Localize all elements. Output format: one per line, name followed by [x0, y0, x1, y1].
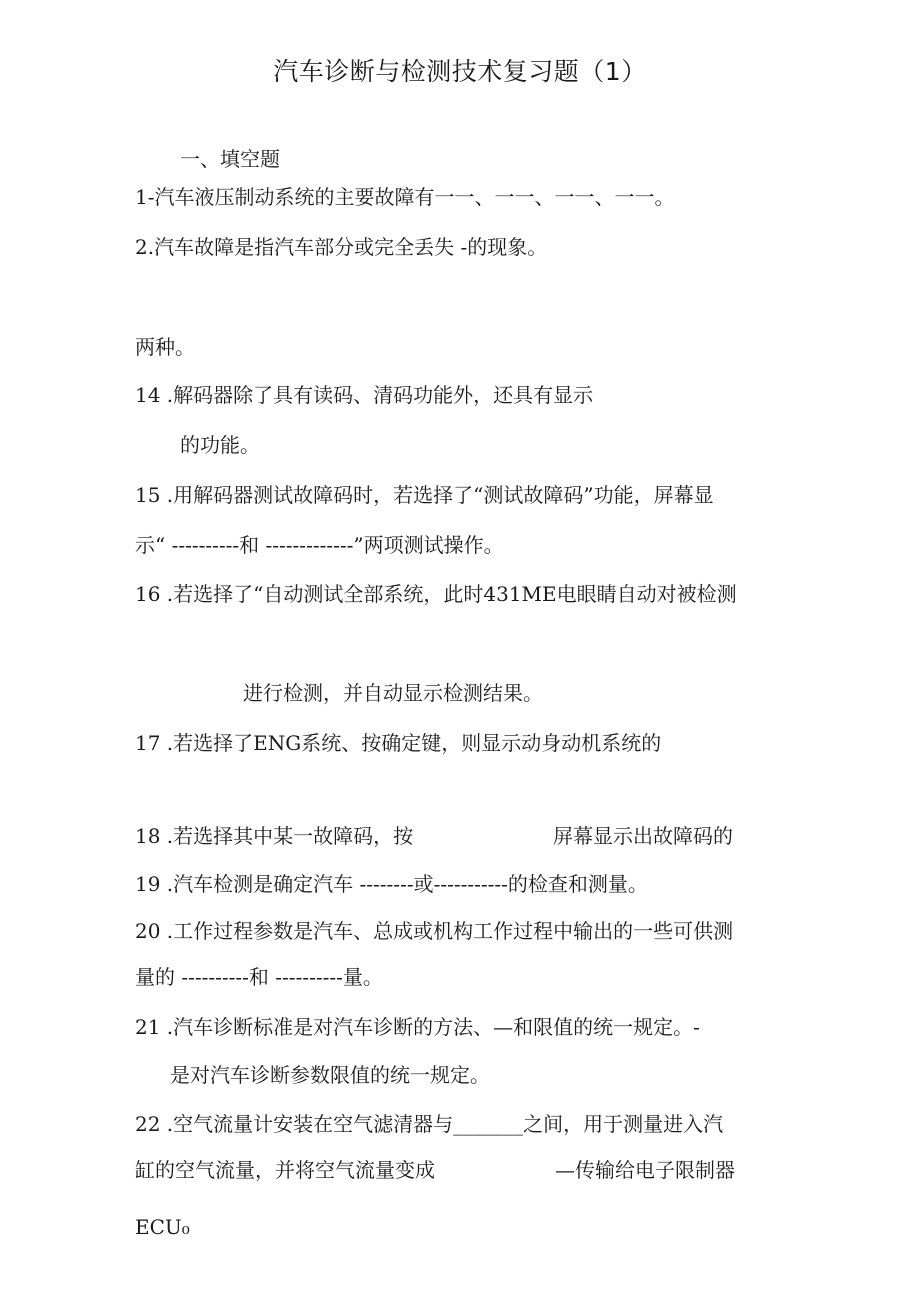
question-line: 的功能。 — [180, 433, 260, 457]
question-line: 19 .汽车检测是确定汽车 --------或-----------的检查和测量。 — [135, 872, 648, 896]
question-line: 量的 ----------和 ----------量。 — [135, 965, 383, 989]
question-line: 两种。 — [135, 335, 195, 359]
section-heading: 一、填空题 — [180, 147, 280, 171]
question-line: 15 .用解码器测试故障码时，若选择了“测试故障码”功能，屏幕显 — [135, 483, 714, 507]
question-line: ECU₀ — [135, 1215, 190, 1239]
question-line: 1-汽车液压制动系统的主要故障有一一、一一、一一、一一。 — [135, 185, 675, 209]
question-line: 20 .工作过程参数是汽车、总成或机构工作过程中输出的一些可供测 — [135, 919, 734, 943]
question-line: 21 .汽车诊断标准是对汽车诊断的方法、—和限值的统一规定。- — [135, 1015, 700, 1039]
question-line: —传输给电子限制器 — [555, 1158, 735, 1182]
question-line: 进行检测，并自动显示检测结果。 — [243, 681, 543, 705]
question-line: 屏幕显示出故障码的 — [553, 824, 733, 848]
question-line: 16 .若选择了“自动测试全部系统，此时431ME电眼睛自动对被检测 — [135, 582, 737, 606]
question-line: 是对汽车诊断参数限值的统一规定。 — [170, 1063, 490, 1087]
question-line: 缸的空气流量，并将空气流量变成 — [135, 1158, 435, 1182]
question-line: 22 .空气流量计安装在空气滤清器与_______之间，用于测量进入汽 — [135, 1112, 724, 1136]
question-line: 示“ ----------和 -------------”两项测试操作。 — [135, 533, 504, 557]
question-line: 2.汽车故障是指汽车部分或完全丢失 -的现象。 — [135, 235, 548, 259]
question-line: 18 .若选择其中某一故障码，按 — [135, 824, 414, 848]
question-line: 14 .解码器除了具有读码、清码功能外，还具有显示 — [135, 383, 594, 407]
question-line: 17 .若选择了ENG系统、按确定键，则显示动身动机系统的 — [135, 731, 662, 755]
page-title: 汽车诊断与检测技术复习题（1） — [273, 57, 647, 86]
